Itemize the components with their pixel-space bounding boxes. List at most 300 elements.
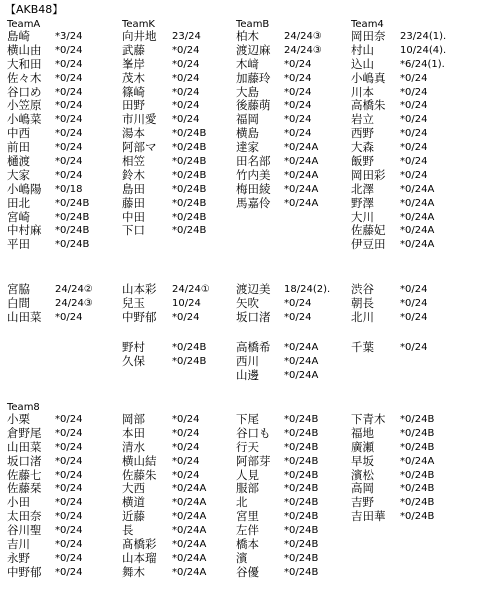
member-name: 横山由 [7, 42, 42, 57]
member-count: *0/24B [284, 455, 319, 467]
member-row [236, 44, 346, 58]
member-row [351, 197, 461, 211]
member-name: 中野郁 [122, 309, 157, 324]
member-row [351, 86, 461, 100]
member-count: *0/24 [55, 539, 83, 551]
member-row [122, 482, 232, 496]
document-title: 【AKB48】 [5, 3, 64, 16]
member-name: 竹内美 [236, 167, 271, 182]
member-row [351, 413, 461, 427]
member-count: *0/24A [400, 225, 435, 237]
member-name: 山本彩 [122, 282, 157, 296]
member-name: 大森 [351, 140, 374, 155]
member-row [7, 297, 117, 311]
member-name: 佐藤栞 [7, 481, 42, 496]
member-count: *0/24B [172, 225, 207, 237]
member-row [351, 224, 461, 238]
member-row [122, 44, 232, 58]
member-row [122, 496, 232, 510]
member-row [236, 566, 346, 580]
member-name: 島崎 [7, 29, 30, 43]
member-count: *0/24 [172, 455, 200, 467]
member-count: *0/24A [284, 355, 319, 367]
member-name: 川本 [351, 84, 374, 99]
member-count: 24/24③ [284, 44, 322, 56]
member-row [351, 155, 461, 169]
member-name: 吉川 [7, 537, 30, 552]
member-row [236, 552, 346, 566]
member-row [7, 30, 117, 44]
member-row [236, 30, 346, 44]
member-row [351, 99, 461, 113]
member-name: 橋本 [236, 537, 259, 552]
member-row [236, 169, 346, 183]
member-row [122, 341, 232, 355]
member-count: *0/24B [55, 211, 90, 223]
member-count: *0/24 [172, 114, 200, 126]
member-row [122, 441, 232, 455]
member-row [351, 455, 461, 469]
member-row [7, 283, 117, 297]
member-count: *0/24 [400, 297, 428, 309]
member-row [7, 58, 117, 72]
member-name: 前田 [7, 140, 30, 155]
member-row [122, 211, 232, 225]
member-row [7, 211, 117, 225]
member-count: *0/24 [55, 427, 83, 439]
team-column [351, 402, 461, 524]
member-count: *0/24B [172, 211, 207, 223]
member-count: *0/24A [172, 483, 207, 495]
member-name: 北澤 [351, 181, 374, 196]
member-count: *0/24A [400, 455, 435, 467]
member-count: *0/24 [55, 497, 83, 509]
member-row [236, 524, 346, 538]
member-name: 大西 [122, 481, 145, 496]
member-name: 下口 [122, 223, 145, 238]
member-row [122, 311, 232, 325]
member-count: *0/24 [284, 114, 312, 126]
member-row [122, 355, 232, 369]
member-row [236, 183, 346, 197]
member-count: *0/24B [400, 511, 435, 523]
member-row [122, 86, 232, 100]
member-count: *0/24B [284, 427, 319, 439]
member-name: 阿部マ [122, 140, 157, 155]
member-count: *0/24 [172, 86, 200, 98]
team-column [7, 283, 117, 325]
member-name: 吉野 [351, 495, 374, 510]
member-name: 吉田華 [351, 509, 386, 524]
member-row [236, 538, 346, 552]
member-name: 渋谷 [351, 282, 374, 296]
member-count: *0/24 [55, 86, 83, 98]
member-row [122, 72, 232, 86]
member-name: 兒玉 [122, 295, 145, 310]
member-row [351, 482, 461, 496]
team-column [122, 283, 232, 325]
member-name: 清水 [122, 439, 145, 454]
member-row [351, 496, 461, 510]
member-name: 矢吹 [236, 295, 259, 310]
member-count: *0/24A [400, 211, 435, 223]
member-count: *0/24 [55, 511, 83, 523]
member-row [351, 469, 461, 483]
member-name: 山邊 [236, 367, 259, 382]
member-count: *0/24 [400, 142, 428, 154]
member-count: *0/24 [284, 72, 312, 84]
member-name: 永野 [7, 550, 30, 565]
member-row [7, 552, 117, 566]
member-name: 小嶋真 [351, 70, 386, 85]
member-count: *0/24B [172, 355, 207, 367]
member-row [7, 311, 117, 325]
member-count: *0/24B [284, 511, 319, 523]
member-count: *0/24B [400, 483, 435, 495]
member-count: *0/24 [55, 311, 83, 323]
member-count: *0/24 [172, 311, 200, 323]
member-row [236, 427, 346, 441]
member-row [122, 58, 232, 72]
member-row [122, 99, 232, 113]
member-row [236, 99, 346, 113]
member-count: *0/24B [172, 156, 207, 168]
member-row [122, 427, 232, 441]
member-count: *0/24A [400, 183, 435, 195]
member-name: 藤田 [122, 195, 145, 210]
member-name: 山田菜 [7, 439, 42, 454]
member-name: 宮脇 [7, 282, 30, 296]
member-row [351, 510, 461, 524]
member-name: 柏木 [236, 29, 259, 43]
member-name: 岡田奈 [351, 29, 386, 43]
member-count: *0/24A [284, 183, 319, 195]
member-name: 早坂 [351, 453, 374, 468]
member-count: *0/24 [284, 311, 312, 323]
member-count: *0/24 [284, 128, 312, 140]
member-count: *0/24B [400, 427, 435, 439]
member-row [236, 369, 346, 383]
member-row [7, 566, 117, 580]
member-name: 小笠原 [7, 98, 42, 113]
team-label: TeamA [7, 19, 41, 30]
team-column [351, 19, 461, 252]
member-name: 山本瑠 [122, 550, 157, 565]
member-row [7, 538, 117, 552]
member-name: 湯本 [122, 126, 145, 141]
member-count: *0/24A [172, 539, 207, 551]
member-count: 10/24 [172, 297, 201, 309]
member-count: *0/24B [172, 142, 207, 154]
team-column [351, 283, 461, 325]
member-row [351, 283, 461, 297]
member-count: *0/24 [400, 342, 428, 353]
member-count: 18/24(2). [284, 284, 331, 295]
member-row [351, 441, 461, 455]
member-row [236, 86, 346, 100]
member-count: *0/24 [55, 44, 83, 56]
member-count: *0/24 [55, 469, 83, 481]
member-count: *0/24 [400, 128, 428, 140]
member-name: 本田 [122, 425, 145, 440]
member-name: 西野 [351, 126, 374, 141]
member-name: 小田 [7, 495, 30, 510]
member-count: *0/24 [55, 58, 83, 70]
member-name: 高岡 [351, 481, 374, 496]
member-name: 人見 [236, 467, 259, 482]
member-row [7, 183, 117, 197]
member-name: 篠崎 [122, 84, 145, 99]
member-count: *0/24 [55, 156, 83, 168]
member-name: 大家 [7, 167, 30, 182]
member-row [7, 238, 117, 252]
member-count: *0/24 [55, 169, 83, 181]
member-row [7, 455, 117, 469]
member-name: 大島 [236, 84, 259, 99]
member-count: *0/24 [284, 297, 312, 309]
member-name: 横道 [122, 495, 145, 510]
member-row [122, 566, 232, 580]
team-column [7, 402, 117, 580]
team-column [122, 341, 232, 369]
member-row [236, 155, 346, 169]
member-count: *0/24 [55, 414, 83, 425]
member-name: 宮里 [236, 509, 259, 524]
member-row [7, 86, 117, 100]
member-name: 武藤 [122, 42, 145, 57]
member-name: 谷優 [236, 564, 259, 579]
member-count: *0/24A [284, 169, 319, 181]
member-name: 込山 [351, 56, 374, 71]
member-name: 相笠 [122, 154, 145, 169]
member-name: 加藤玲 [236, 70, 271, 85]
member-row [7, 169, 117, 183]
member-count: *0/24A [284, 369, 319, 381]
member-count: *0/24 [172, 427, 200, 439]
member-name: 市川愛 [122, 112, 157, 127]
member-name: 中村麻 [7, 223, 42, 238]
member-row [7, 469, 117, 483]
member-row [122, 413, 232, 427]
member-name: 田名部 [236, 154, 271, 169]
member-count: 24/24① [172, 284, 210, 295]
member-count: *0/24B [284, 566, 319, 578]
member-row [236, 141, 346, 155]
member-count: *0/24B [284, 483, 319, 495]
member-row [236, 58, 346, 72]
member-row [236, 510, 346, 524]
member-count: *0/24B [284, 469, 319, 481]
member-name: 濱松 [351, 467, 374, 482]
member-name: 大川 [351, 209, 374, 224]
member-row [351, 211, 461, 225]
member-count: *0/24 [172, 100, 200, 112]
team-column [236, 402, 346, 580]
member-count: *0/24 [400, 72, 428, 84]
member-count: *0/24A [400, 197, 435, 209]
member-count: *0/24B [172, 197, 207, 209]
member-count: *0/24B [284, 441, 319, 453]
member-row [122, 127, 232, 141]
member-count: *0/24A [284, 142, 319, 154]
member-row [7, 496, 117, 510]
member-name: 島田 [122, 181, 145, 196]
member-count: *0/24 [55, 552, 83, 564]
member-count: *0/24 [55, 100, 83, 112]
member-count: *0/24A [400, 239, 435, 251]
member-name: 佐藤朱 [122, 467, 157, 482]
member-name: 中西 [7, 126, 30, 141]
member-count: *0/24A [284, 197, 319, 209]
member-row [351, 58, 461, 72]
member-row [236, 469, 346, 483]
member-count: *0/24 [172, 44, 200, 56]
member-count: *0/24B [284, 525, 319, 537]
member-count: *0/24A [284, 156, 319, 168]
member-name: 田野 [122, 98, 145, 113]
member-count: *0/24A [172, 525, 207, 537]
member-name: 谷口め [7, 84, 42, 99]
member-name: 小嶋陽 [7, 181, 42, 196]
member-row [122, 169, 232, 183]
member-row [7, 127, 117, 141]
member-name: 北川 [351, 309, 374, 324]
member-name: 西川 [236, 353, 259, 368]
member-row [236, 297, 346, 311]
member-row [122, 30, 232, 44]
member-row [122, 224, 232, 238]
member-count: 23/24(1). [400, 31, 447, 42]
member-row [236, 197, 346, 211]
member-count: *0/24B [400, 497, 435, 509]
member-count: *0/24B [172, 169, 207, 181]
member-count: *0/24 [284, 86, 312, 98]
member-name: 佐藤妃 [351, 223, 386, 238]
member-name: 横島 [236, 126, 259, 141]
member-row [122, 183, 232, 197]
member-name: 高橋希 [236, 340, 271, 354]
member-count: *0/24 [55, 566, 83, 578]
member-name: 朝長 [351, 295, 374, 310]
member-name: 渡辺麻 [236, 42, 271, 57]
member-count: *0/24 [400, 156, 428, 168]
member-row [122, 113, 232, 127]
member-count: *0/24 [172, 414, 200, 425]
member-row [7, 141, 117, 155]
member-row [7, 441, 117, 455]
member-row [236, 341, 346, 355]
member-row [7, 482, 117, 496]
member-name: 小栗 [7, 412, 30, 426]
member-name: 濱 [236, 550, 248, 565]
member-row [122, 469, 232, 483]
team-column [7, 19, 117, 252]
member-row [7, 427, 117, 441]
member-name: 大和田 [7, 56, 42, 71]
team-column [122, 402, 232, 580]
member-name: 谷口も [236, 425, 271, 440]
member-count: *0/24B [55, 239, 90, 251]
team-column [122, 19, 232, 238]
member-name: 廣瀬 [351, 439, 374, 454]
member-name: 野澤 [351, 195, 374, 210]
member-count: *0/24 [284, 58, 312, 70]
member-row [351, 141, 461, 155]
member-row [7, 113, 117, 127]
member-row [236, 283, 346, 297]
member-row [236, 482, 346, 496]
member-name: 向井地 [122, 29, 157, 43]
member-row [7, 524, 117, 538]
member-name: 高橋朱 [351, 98, 386, 113]
member-row [351, 183, 461, 197]
member-count: *0/18 [55, 183, 83, 195]
member-count: *0/24 [55, 441, 83, 453]
member-name: 梅田綾 [236, 181, 271, 196]
member-count: *0/24B [284, 539, 319, 551]
member-name: 茂木 [122, 70, 145, 85]
member-count: 23/24 [172, 31, 201, 42]
member-count: *0/24B [284, 497, 319, 509]
member-row [7, 44, 117, 58]
member-name: 坂口渚 [7, 453, 42, 468]
member-count: *0/24B [284, 414, 319, 425]
member-name: 白間 [7, 295, 30, 310]
member-count: 24/24② [55, 284, 93, 295]
team-label: Team4 [351, 19, 384, 30]
team-column [236, 19, 346, 211]
member-name: 野村 [122, 340, 145, 354]
member-row [7, 72, 117, 86]
member-name: 中野郁 [7, 564, 42, 579]
member-name: 佐藤七 [7, 467, 42, 482]
member-name: 行天 [236, 439, 259, 454]
member-row [122, 197, 232, 211]
member-count: *0/24 [55, 128, 83, 140]
member-row [122, 155, 232, 169]
member-row [236, 113, 346, 127]
member-count: *0/24 [55, 525, 83, 537]
member-row [351, 238, 461, 252]
member-row [351, 169, 461, 183]
member-name: 近藤 [122, 509, 145, 524]
member-row [351, 113, 461, 127]
member-count: *0/24 [400, 284, 428, 295]
member-name: 倉野尾 [7, 425, 42, 440]
member-count: *0/24B [172, 183, 207, 195]
member-count: 24/24③ [55, 297, 93, 309]
member-name: 鈴木 [122, 167, 145, 182]
member-row [236, 496, 346, 510]
member-row [122, 538, 232, 552]
member-count: *0/24B [55, 225, 90, 237]
member-name: 田北 [7, 195, 30, 210]
member-row [7, 155, 117, 169]
member-name: 舞木 [122, 564, 145, 579]
member-count: *0/24 [172, 469, 200, 481]
member-count: *0/24 [55, 142, 83, 154]
member-count: *0/24 [55, 455, 83, 467]
member-name: 平田 [7, 237, 30, 252]
team-label: Team8 [7, 402, 40, 413]
member-count: *0/24B [284, 552, 319, 564]
member-count: *0/24 [172, 441, 200, 453]
member-row [236, 311, 346, 325]
team-column [236, 341, 346, 383]
member-count: *3/24 [55, 31, 83, 42]
member-row [351, 311, 461, 325]
member-count: *0/24A [172, 497, 207, 509]
